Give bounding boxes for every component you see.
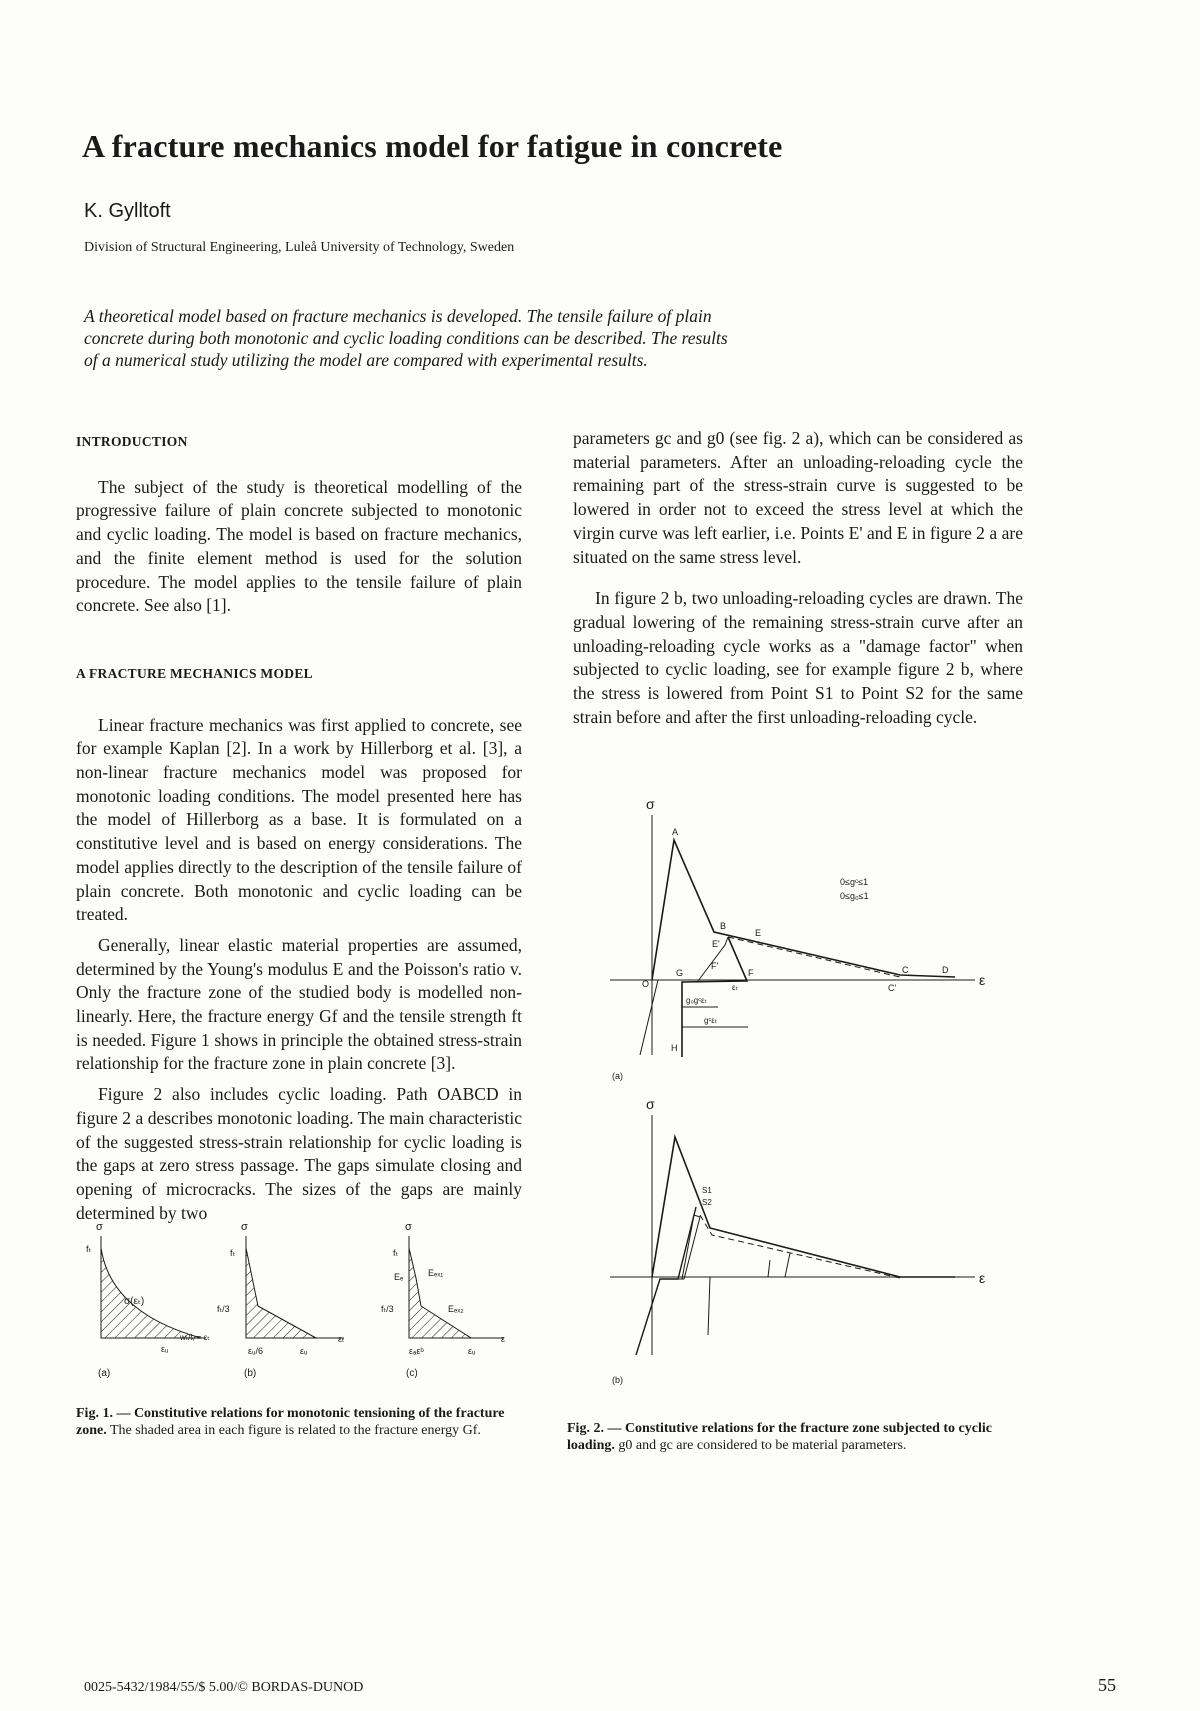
svg-text:Eₑₓ₂: Eₑₓ₂ <box>448 1304 464 1314</box>
caption-text: g0 and gc are considered to be material parameters. <box>618 1438 907 1453</box>
svg-text:εₜ: εₜ <box>338 1334 345 1344</box>
svg-text:F': F' <box>711 961 719 971</box>
monotonic-path <box>652 840 955 980</box>
svg-text:A: A <box>672 827 679 837</box>
ft-label: fₜ <box>86 1244 92 1254</box>
abstract-line: A theoretical model based on fracture mechanics is developed. The tensile failure of plain <box>84 306 712 326</box>
cycle-1 <box>636 1207 696 1355</box>
softening-curve <box>101 1248 201 1338</box>
left-column <box>76 430 522 1225</box>
caption-bold: Fig. 2. — Constitutive relations for the fracture zone subjected to cyclic loading. <box>567 1421 992 1453</box>
section-heading-introduction: INTRODUCTION <box>76 434 188 449</box>
s1-label: S1 <box>702 1186 712 1195</box>
eu-label: εᵤ <box>161 1344 169 1354</box>
svg-text:E': E' <box>712 939 720 949</box>
cycle-2 <box>708 1260 770 1335</box>
svg-text:fₜ/3: fₜ/3 <box>217 1304 230 1314</box>
svg-text:ε: ε <box>501 1334 506 1344</box>
gap-label-2: gᶜεₜ <box>704 1016 718 1025</box>
panel-label-c: (c) <box>406 1368 418 1379</box>
s2-label: S2 <box>702 1198 712 1207</box>
svg-text:B: B <box>720 921 727 931</box>
sigma-label: σ <box>96 1221 103 1233</box>
model-paragraph-3: Figure 2 also includes cyclic loading. Path OABCD in figure 2 a describes monotonic loading. The main characteristic of the suggested stress-strain relationship for cyclic loading is the gaps at zero stress passage. The gaps simulate closing and opening of microcracks. The sizes of the gaps are mainly determined by two <box>76 1084 522 1223</box>
svg-text:σ: σ <box>241 1221 248 1233</box>
svg-text:O: O <box>642 979 650 989</box>
monotonic-path <box>652 1137 955 1277</box>
svg-text:εᵤ: εᵤ <box>468 1346 476 1356</box>
param-gc: 0≤gᶜ≤1 <box>840 877 869 887</box>
svg-text:fₜ: fₜ <box>393 1248 399 1258</box>
svg-text:H: H <box>671 1043 678 1053</box>
figure-2-caption <box>567 1420 1027 1454</box>
svg-text:G: G <box>676 968 684 978</box>
panel-label-a: (a) <box>98 1368 111 1379</box>
epsilon-label: ε <box>979 972 986 988</box>
svg-text:εᵤ/6: εᵤ/6 <box>248 1346 263 1356</box>
caption-text: The shaded area in each figure is related to the fracture energy Gf. <box>109 1423 481 1438</box>
panel-label-b: (b) <box>244 1368 257 1379</box>
cycle-2-return <box>785 1253 790 1277</box>
panel-label-b: (b) <box>612 1375 623 1385</box>
figure-1-caption <box>76 1405 522 1439</box>
svg-text:Eₑₓ₁: Eₑₓ₁ <box>428 1268 444 1278</box>
right-column <box>573 427 1023 729</box>
curve-label: σ(εₜ) <box>124 1296 145 1307</box>
svg-text:fₜ: fₜ <box>230 1248 236 1258</box>
figure-2a <box>600 795 1020 1085</box>
author-name: K. Gylltoft <box>84 200 171 222</box>
model-paragraph-2: Generally, linear elastic material properties are assumed, determined by the Young's modulus E and the Poisson's ratio v. Only the fracture zone of the studied body is modelled non-linearly. Here, the fracture energy Gf and the tensile strength ft is needed. Figure 1 shows in principle the obtained stress-strain relationship for the fracture zone in plain concrete [3]. <box>76 934 522 1074</box>
svg-text:fₜ/3: fₜ/3 <box>381 1304 394 1314</box>
abstract-line: of a numerical study utilizing the model are compared with experimental results. <box>84 350 648 370</box>
svg-text:F: F <box>748 968 754 978</box>
panel-label-a: (a) <box>612 1071 623 1081</box>
wf-label: wₜ/lᵥ = εₜ <box>180 1333 210 1342</box>
figure-1-panel-b <box>217 1221 345 1379</box>
right-paragraph-2: In figure 2 b, two unloading-reloading cycles are drawn. The gradual lowering of the remaining stress-strain curve after an unloading-reloading cycle works as a "damage factor" when subjected to cyclic loading, see for example figure 2 b, where the stress is lowered from Point S1 to Point S2 for the same strain before and after the first unloading-reloading cycle. <box>573 588 1023 727</box>
figure-2b <box>600 1095 1020 1390</box>
figure-1 <box>76 1218 526 1388</box>
trilinear-curve <box>409 1248 471 1338</box>
author-affiliation: Division of Structural Engineering, Luleå University of Technology, Sweden <box>84 240 515 255</box>
svg-text:εₐεᵇ: εₐεᵇ <box>409 1346 424 1356</box>
svg-text:σ: σ <box>646 1096 655 1112</box>
bilinear-curve <box>246 1248 316 1338</box>
abstract-line: concrete during both monotonic and cyclic loading conditions can be described. The results <box>84 328 728 348</box>
paper-title: A fracture mechanics model for fatigue in concrete <box>82 128 783 164</box>
svg-text:εᵤ: εᵤ <box>300 1346 308 1356</box>
elastic-line <box>640 980 658 1055</box>
section-heading-model: A FRACTURE MECHANICS MODEL <box>76 665 313 681</box>
copyright-footer: 0025-5432/1984/55/$ 5.00/© BORDAS-DUNOD <box>84 1680 364 1695</box>
svg-text:εₜ: εₜ <box>732 983 738 992</box>
svg-text:E: E <box>755 928 762 938</box>
intro-paragraph: The subject of the study is theoretical modelling of the progressive failure of plain concrete subjected to monotonic and cyclic loading. The model is based on fracture mechanics, and the finite element method is used for the solution procedure. The model applies to the tensile failure of plain concrete. See also [1]. <box>76 476 522 616</box>
svg-text:C: C <box>902 965 909 975</box>
abstract <box>84 305 884 371</box>
svg-text:σ: σ <box>405 1221 412 1233</box>
svg-text:ε: ε <box>979 1270 986 1286</box>
sigma-label: σ <box>646 796 655 812</box>
lowered-curve <box>728 937 900 977</box>
page-number: 55 <box>1098 1675 1116 1695</box>
svg-text:Eₑ: Eₑ <box>394 1272 404 1282</box>
svg-text:D: D <box>942 965 949 975</box>
figure-1-panel-c <box>381 1221 505 1379</box>
model-paragraph-1: Linear fracture mechanics was first applied to concrete, see for example Kaplan [2]. In a work by Hillerborg et al. [3], a non-linear fracture mechanics model was proposed for monotonic loading conditions. The model presented here has the model of Hillerborg as a base. It is formulated on a constitutive level and is based on energy considerations. The model applies directly to the description of the tensile failure of plain concrete. Both monotonic and cyclic loading can be treated. <box>76 714 522 925</box>
right-paragraph-1: parameters gc and g0 (see fig. 2 a), which can be considered as material parameters. After an unloading-reloading cycle the remaining part of the stress-strain curve is suggested to be lowered in order not to exceed the stress level at which the virgin curve was left earlier, i.e. Points E' and E in figure 2 a are situated on the same stress level. <box>573 428 1023 567</box>
caption-bold: Fig. 1. — Constitutive relations for monotonic tensioning of the fracture zone. <box>76 1406 505 1438</box>
figure-1-panel-a <box>86 1221 210 1379</box>
svg-text:C': C' <box>888 983 897 993</box>
gap-label-1: g₀gᶜεₜ <box>686 996 707 1005</box>
param-g0: 0≤g₀≤1 <box>840 891 869 901</box>
